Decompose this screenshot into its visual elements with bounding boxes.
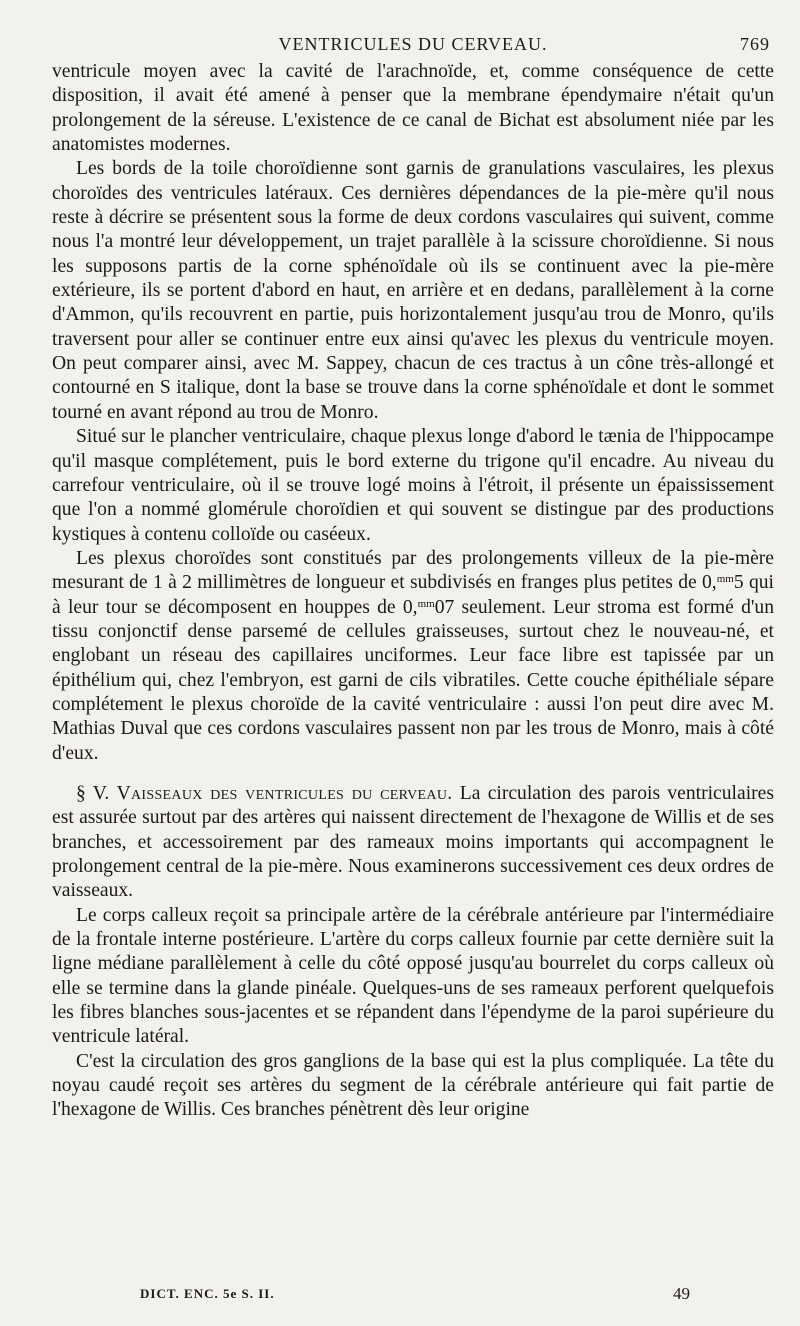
paragraph-4-part-1: Les plexus choroïdes sont constitués par des prolongements villeux de la pie-mère mesurant de 1 à 2 millimètres de longueur et subdivisés en franges plus petites de 0, <box>52 547 774 594</box>
paragraph-3: Situé sur le plancher ventriculaire, chaque plexus longe d'abord le tænia de l'hippocampe qu'il masque complétement, puis le bord externe du trigone qu'il encadre. Au niveau du carrefour ventriculaire, où il se trouve logé moins à l'étroit, il présente un épaississement que l'on a nommé glomérule choroïdien et qui souvent se distingue par des productions kystiques à contenu colloïde ou caséeux. <box>52 426 774 545</box>
page-number: 769 <box>740 34 770 54</box>
unit-superscript-1: mm <box>716 573 734 586</box>
running-title: VENTRICULES DU CERVEAU. <box>278 34 548 54</box>
paragraph-corps-calleux: Le corps calleux reçoit sa principale artère de la cérébrale antérieure par l'intermédiaire de la frontale interne postérieure. L'artère du corps calleux fournie par cette dernière suit la ligne médiane parallèlement à celle du côté opposé jusqu'au bourrelet du corps calleux où elle se termine dans la glande pinéale. Quelques-uns de ses rameaux perforent quelquefois les fibres blanches sous-jacentes et se répandent dans l'épendyme de la paroi supérieure du ventricule latéral. <box>52 904 774 1048</box>
paragraph-4 <box>52 547 774 766</box>
paragraph-2: Les bords de la toile choroïdienne sont garnis de granulations vasculaires, les plexus choroïdes des ventricules latéraux. Ces dernières dépendances de la pie-mère qu'il nous reste à décrire se présentent sous la forme de deux cordons vasculaires qui suivent, comme nous l'a montré leur développement, un trajet parallèle à la scissure choroïdienne. Si nous les supposons partis de la corne sphénoïdale où ils se continuent avec la pie-mère extérieure, ils se portent d'abord en haut, en arrière et en dedans, parallèlement à la corne d'Ammon, qu'ils recouvrent en partie, puis horizontalement jusqu'au trou de Monro, qu'ils traversent pour aller se continuer entre eux ainsi qu'avec les plexus du ventricule moyen. On peut comparer ainsi, avec M. Sappey, chacun de ces tractus à un cône très-allongé et contourné en S italique, dont la base se trouve dans la corne sphénoïdale et dont le sommet tourné en avant répond au trou de Monro. <box>52 158 774 423</box>
section-text: La circulation des parois ventriculaires est assurée surtout par des artères qui naissent directement de l'hexagone de Willis et de ses branches, et accessoirement par des rameaux moins importants qui accompagnent le prolongement central de la pie-mère. Nous examinerons successivement ces deux ordres de vaisseaux. <box>52 782 774 902</box>
paragraph-ganglions: C'est la circulation des gros ganglions de la base qui est la plus compliquée. La tête du noyau caudé reçoit ses artères du segment de la cérébrale antérieure qui fait partie de l'hexagone de Willis. Ces branches pénètrent dès leur origine <box>52 1050 774 1121</box>
section-heading: Vaisseaux des ventricules du cerveau. <box>116 782 453 804</box>
body-text <box>52 60 774 1123</box>
paragraph-4-part-3: 07 seulement. Leur stroma est formé d'un tissu conjonctif dense parsemé de cellules graisseuses, surtout chez le nouveau-né, et englobant un réseau des capillaires unciformes. Leur face libre est tapissée par un épithélium qui, chez l'embryon, est garni de cils vibratiles. Cette couche épithéliale sépare complétement le plexus choroïde de la cavité ventriculaire : aussi l'on peut dire avec M. Mathias Duval que ces cordons vasculaires passent non par les trous de Monro, mais à côté d'eux. <box>52 596 775 764</box>
section-number: § V. <box>76 782 110 804</box>
paragraph-1: ventricule moyen avec la cavité de l'arachnoïde, et, comme conséquence de cette disposition, il avait été amené à penser que la membrane épendymaire n'était qu'un prolongement de la séreuse. L'existence de ce canal de Bichat est absolument niée par les anatomistes modernes. <box>52 61 774 156</box>
paragraph-4-part-2: 5 qui à leur tour se décomposent en houppes de 0, <box>52 572 774 618</box>
page-footer <box>140 1284 690 1306</box>
sheet-number: 49 <box>673 1284 690 1303</box>
section-paragraph <box>52 782 774 904</box>
unit-superscript-2: mm <box>417 597 435 610</box>
signature-mark: DICT. ENC. 5e S. II. <box>140 1286 275 1301</box>
running-header <box>52 30 774 60</box>
